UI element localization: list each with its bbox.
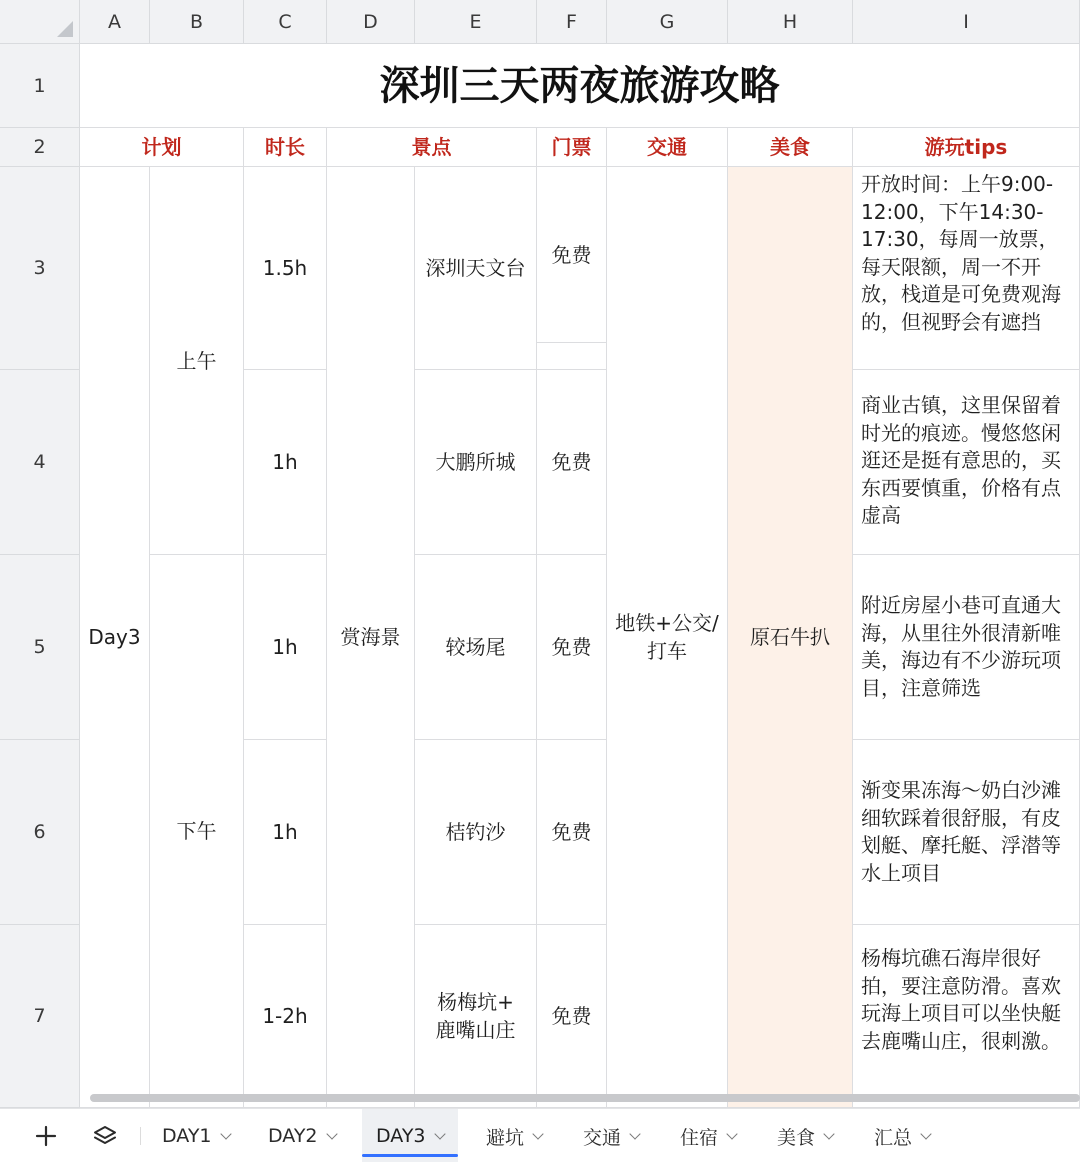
chevron-down-icon[interactable]	[726, 1128, 737, 1139]
column-header-i[interactable]: I	[853, 0, 1080, 44]
duration-cell[interactable]: 1.5h	[244, 167, 327, 370]
row-header-6[interactable]: 6	[0, 740, 80, 925]
tips-cell[interactable]: 杨梅坑礁石海岸很好拍，要注意防滑。喜欢玩海上项目可以坐快艇去鹿嘴山庄，很刺激。	[853, 925, 1080, 1108]
sheet-title[interactable]: 深圳三天两夜旅游攻略	[80, 44, 1080, 128]
header-transport[interactable]: 交通	[607, 128, 728, 167]
chevron-down-icon[interactable]	[220, 1128, 231, 1139]
tab-lodging[interactable]	[666, 1109, 750, 1162]
morning-cell[interactable]: 上午	[150, 167, 244, 555]
transport-cell[interactable]: 地铁+公交/ 打车	[607, 167, 728, 1108]
layers-icon[interactable]	[86, 1109, 124, 1162]
spot-cell[interactable]: 杨梅坑+ 鹿嘴山庄	[415, 925, 537, 1108]
tab-food[interactable]	[763, 1109, 847, 1162]
spot-cell[interactable]: 深圳天文台	[415, 167, 537, 370]
row-header-1[interactable]: 1	[0, 44, 80, 128]
tab-pitfalls[interactable]	[472, 1109, 556, 1162]
chevron-down-icon[interactable]	[434, 1128, 445, 1139]
select-all-icon	[57, 21, 73, 37]
header-food[interactable]: 美食	[728, 128, 853, 167]
horizontal-scrollbar[interactable]	[90, 1094, 1080, 1102]
tips-cell[interactable]: 渐变果冻海～奶白沙滩细软踩着很舒服，有皮划艇、摩托艇、浮潜等水上项目	[853, 740, 1080, 925]
tab-day3[interactable]	[362, 1109, 458, 1162]
select-all-corner[interactable]	[0, 0, 80, 44]
chevron-down-icon[interactable]	[823, 1128, 834, 1139]
column-header-b[interactable]: B	[150, 0, 244, 44]
tab-label: 汇总	[874, 1126, 913, 1149]
spot-cell[interactable]: 桔钓沙	[415, 740, 537, 925]
tab-divider	[140, 1127, 141, 1145]
row-header-3[interactable]: 3	[0, 167, 80, 370]
tab-label: DAY3	[376, 1125, 426, 1147]
row-header-4[interactable]: 4	[0, 370, 80, 555]
tab-summary[interactable]	[860, 1109, 944, 1162]
tab-label: 避坑	[486, 1126, 525, 1149]
ticket-cell[interactable]: 免费	[537, 167, 607, 343]
tab-label: DAY2	[268, 1125, 318, 1147]
spot-cell[interactable]: 大鹏所城	[415, 370, 537, 555]
tab-transport[interactable]	[569, 1109, 653, 1162]
header-duration[interactable]: 时长	[244, 128, 327, 167]
column-header-h[interactable]: H	[728, 0, 853, 44]
header-plan[interactable]: 计划	[80, 128, 244, 167]
active-tab-indicator	[362, 1154, 458, 1157]
column-header-f[interactable]: F	[537, 0, 607, 44]
spot-cell[interactable]: 较场尾	[415, 555, 537, 740]
tab-day1[interactable]	[148, 1109, 244, 1162]
tab-label: 交通	[583, 1126, 622, 1149]
column-header-g[interactable]: G	[607, 0, 728, 44]
tab-label: 美食	[777, 1126, 816, 1149]
row-header-2[interactable]: 2	[0, 128, 80, 167]
column-header-d[interactable]: D	[327, 0, 415, 44]
plus-icon[interactable]	[28, 1109, 64, 1162]
tab-day2[interactable]	[254, 1109, 350, 1162]
header-spot[interactable]: 景点	[327, 128, 537, 167]
duration-cell[interactable]: 1h	[244, 740, 327, 925]
tab-label: 住宿	[680, 1126, 719, 1149]
header-ticket[interactable]: 门票	[537, 128, 607, 167]
sheet-tab-bar	[0, 1108, 1080, 1162]
chevron-down-icon[interactable]	[532, 1128, 543, 1139]
column-header-c[interactable]: C	[244, 0, 327, 44]
food-cell[interactable]: 原石牛扒	[728, 167, 853, 1108]
duration-cell[interactable]: 1h	[244, 555, 327, 740]
column-header-a[interactable]: A	[80, 0, 150, 44]
theme-cell[interactable]: 赏海景	[327, 167, 415, 1108]
ticket-cell[interactable]: 免费	[537, 370, 607, 555]
afternoon-cell[interactable]: 下午	[150, 555, 244, 1108]
ticket-cell[interactable]: 免费	[537, 925, 607, 1108]
tips-cell[interactable]: 开放时间：上午9:00-12:00，下午14:30-17:30，每周一放票，每天限额，周一不开放，栈道是可免费观海的，但视野会有遮挡	[853, 167, 1080, 370]
chevron-down-icon[interactable]	[920, 1128, 931, 1139]
header-tips[interactable]: 游玩tips	[853, 128, 1080, 167]
tips-cell[interactable]: 商业古镇，这里保留着时光的痕迹。慢悠悠闲逛还是挺有意思的，买东西要慎重，价格有点虚高	[853, 370, 1080, 555]
tips-cell[interactable]: 附近房屋小巷可直通大海，从里往外很清新唯美，海边有不少游玩项目，注意筛选	[853, 555, 1080, 740]
ticket-cell[interactable]: 免费	[537, 555, 607, 740]
column-header-e[interactable]: E	[415, 0, 537, 44]
row-header-7[interactable]: 7	[0, 925, 80, 1108]
day-cell[interactable]: Day3	[80, 167, 150, 1108]
ticket-cell-spacer	[537, 343, 607, 370]
chevron-down-icon[interactable]	[629, 1128, 640, 1139]
tab-label: DAY1	[162, 1125, 212, 1147]
duration-cell[interactable]: 1-2h	[244, 925, 327, 1108]
ticket-cell[interactable]: 免费	[537, 740, 607, 925]
row-header-5[interactable]: 5	[0, 555, 80, 740]
duration-cell[interactable]: 1h	[244, 370, 327, 555]
chevron-down-icon[interactable]	[326, 1128, 337, 1139]
